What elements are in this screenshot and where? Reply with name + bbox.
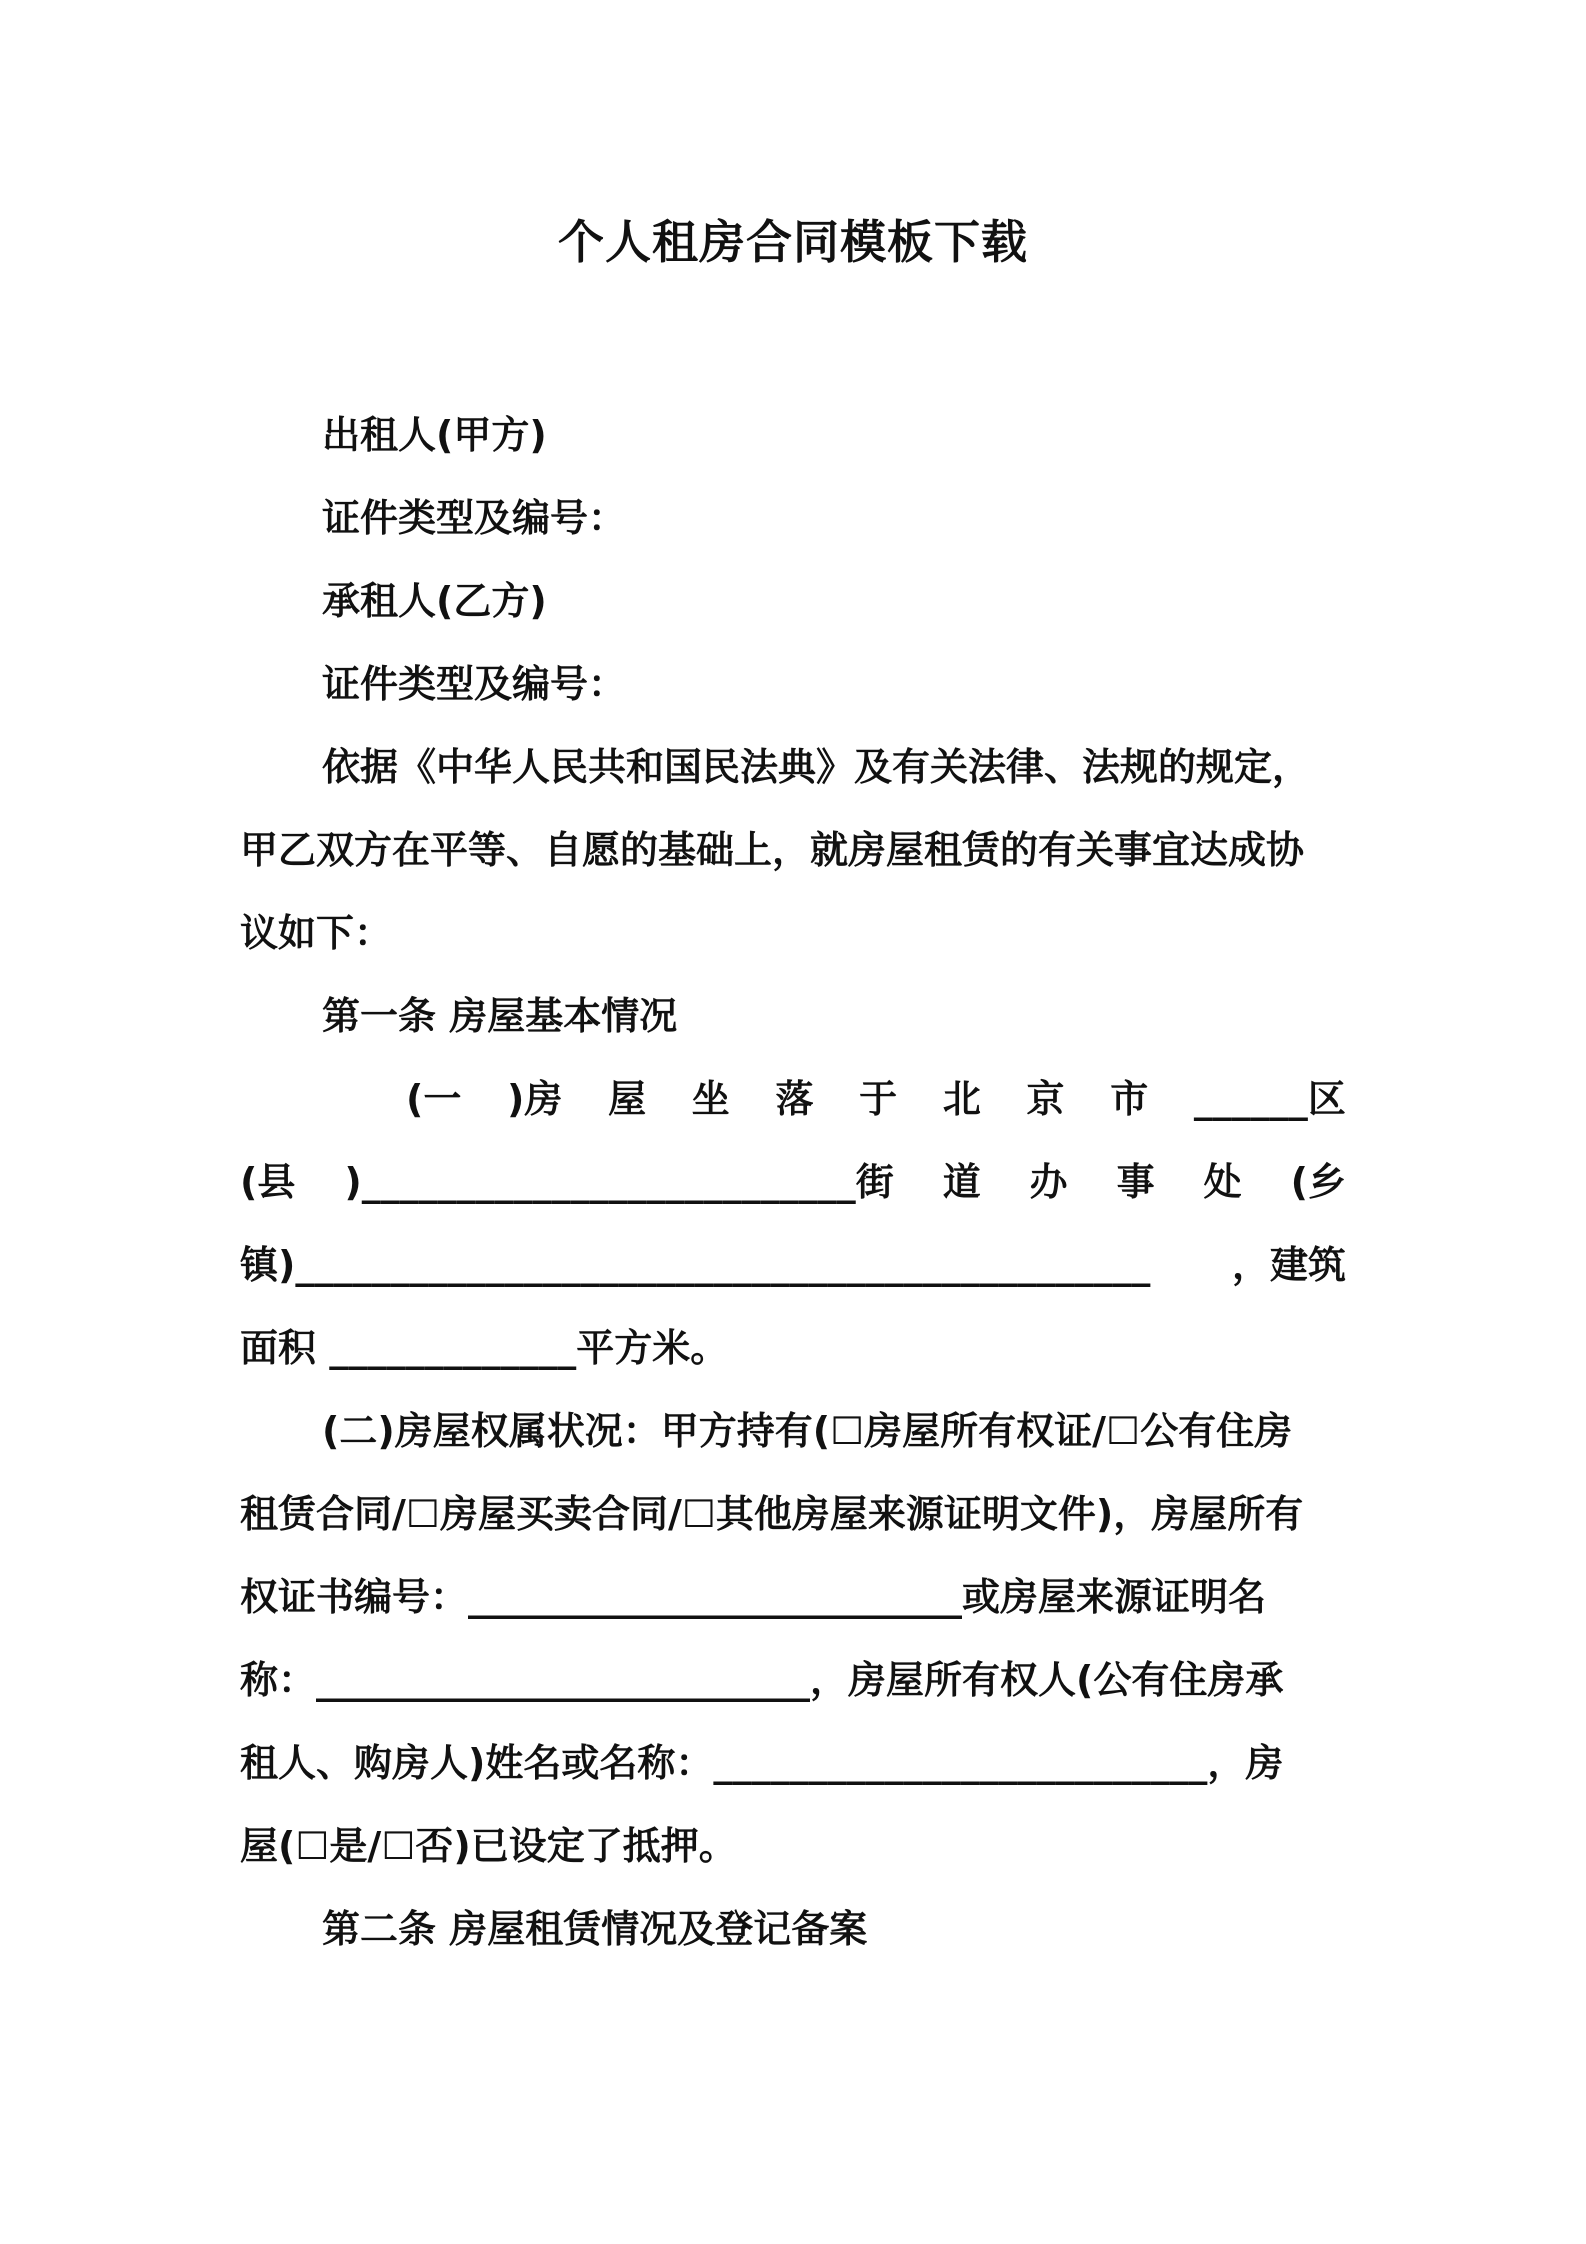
- lessor-label: 出租人(甲方): [322, 413, 547, 457]
- lessor-id-label: 证件类型及编号：: [322, 496, 627, 540]
- article-1-p1-line-2: (县 )__________________________街 道 办 事 处 (乡: [240, 1160, 1346, 1204]
- article-1-p1-line-4: 面积 _____________平方米。: [240, 1326, 729, 1370]
- article-1-p2-line-5: 租人、购房人)姓名或名称：__________________________，房: [240, 1741, 1284, 1785]
- lessee-id-label: 证件类型及编号：: [322, 662, 627, 706]
- article-2-heading: 第二条 房屋租赁情况及登记备案: [322, 1907, 868, 1951]
- preamble-line-1: 依据《中华人民共和国民法典》及有关法律、法规的规定，: [322, 745, 1311, 789]
- lessee-label: 承租人(乙方): [322, 579, 547, 623]
- article-1-heading: 第一条 房屋基本情况: [322, 994, 678, 1038]
- article-1-p2-line-1: (二)房屋权属状况：甲方持有(☐房屋所有权证/☐公有住房: [322, 1409, 1293, 1453]
- preamble-line-2: 甲乙双方在平等、自愿的基础上，就房屋租赁的有关事宜达成协: [240, 828, 1305, 872]
- document-title: 个人租房合同模板下载: [558, 215, 1028, 269]
- article-1-p2-line-3: 权证书编号：__________________________或房屋来源证明名: [240, 1575, 1267, 1619]
- article-1-p2-line-6: 屋(☐是/☐否)已设定了抵押。: [240, 1824, 737, 1868]
- article-1-p1-line-3: 镇)_____________________________________________ ，建筑: [240, 1243, 1346, 1287]
- article-1-p2-line-4: 称：__________________________，房屋所有权人(公有住房承: [240, 1658, 1284, 1702]
- article-1-p1-line-1: (一 )房 屋 坐 落 于 北 京 市 ______区: [406, 1077, 1346, 1121]
- preamble-line-3: 议如下：: [240, 911, 393, 955]
- article-1-p2-line-2: 租赁合同/☐房屋买卖合同/☐其他房屋来源证明文件)，房屋所有: [240, 1492, 1304, 1536]
